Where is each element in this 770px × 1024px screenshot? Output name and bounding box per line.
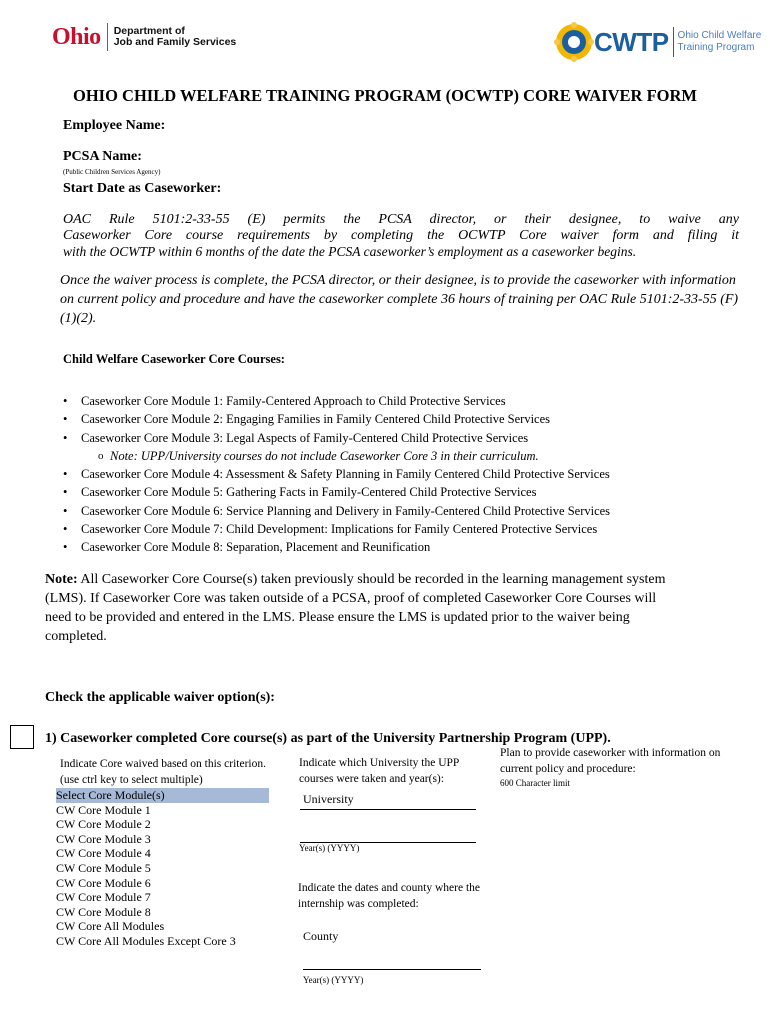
note-label: Note: xyxy=(45,572,78,587)
option1-checkbox[interactable] xyxy=(10,725,34,749)
county-field[interactable] xyxy=(303,929,481,970)
county-value: County xyxy=(303,929,339,943)
start-date-field[interactable] xyxy=(240,179,740,199)
ohio-logo-text: Ohio xyxy=(52,23,101,50)
course-item: • Caseworker Core Module 6: Service Planning and Delivery in Family-Centered Child Protective Services xyxy=(63,503,611,518)
course-item: • Caseworker Core Module 1: Family-Centered Approach to Child Protective Services xyxy=(63,394,506,408)
oac-rule-line3: with the OCWTP within 6 months of the date the PCSA caseworker’s employment as a caseworker begins. xyxy=(63,244,637,259)
listbox-option[interactable]: CW Core Module 3 xyxy=(56,831,151,846)
university-value: University xyxy=(303,792,354,806)
course-item: • Caseworker Core Module 4: Assessment & Safety Planning in Family Centered Child Protective Services xyxy=(63,467,610,482)
listbox-option[interactable]: CW Core Module 2 xyxy=(56,817,151,832)
ohio-jfs-logo xyxy=(52,22,236,52)
start-date-label: Start Date as Caseworker: xyxy=(63,181,222,196)
waiver-options-heading: Check the applicable waiver option(s): xyxy=(45,690,275,705)
core-module-listbox[interactable] xyxy=(56,788,269,949)
listbox-option[interactable]: CW Core Module 7 xyxy=(56,890,151,905)
waiver-process-paragraph: Once the waiver process is complete, the PCSA director, or their designee, is to provide the caseworker with information on current policy and procedure and have the caseworker complete 36 hours of training per OAC Rule 5101:2-33-55 (F)(1)(2). xyxy=(60,273,739,326)
cwtp-subtitle xyxy=(678,30,762,54)
policy-plan-textarea[interactable] xyxy=(498,792,758,992)
cwtp-emblem-icon xyxy=(554,22,594,62)
logo-divider xyxy=(107,23,108,51)
course-item: • Caseworker Core Module 2: Engaging Families in Family Centered Child Protective Services xyxy=(63,412,551,427)
pcsa-name-field[interactable] xyxy=(160,147,740,167)
course-item: • Caseworker Core Module 5: Gathering Facts in Family-Centered Child Protective Services xyxy=(63,485,537,500)
oac-rule-line2: Caseworker Core course requirements by completing the OCWTP Core waiver form and filing it xyxy=(63,228,739,243)
policy-plan-label: Plan to provide caseworker with information on current policy and procedure: xyxy=(500,747,721,775)
course-note: o Note: UPP/University courses do not include Caseworker Core 3 in their curriculum. xyxy=(98,448,539,463)
listbox-option[interactable]: Select Core Module(s) xyxy=(56,788,269,803)
listbox-option[interactable]: CW Core All Modules xyxy=(56,919,165,934)
employee-name-label: Employee Name: xyxy=(63,118,166,133)
listbox-option[interactable]: CW Core Module 5 xyxy=(56,860,151,875)
courses-list xyxy=(63,392,610,557)
lms-note-paragraph xyxy=(45,570,685,646)
course-item: • Caseworker Core Module 7: Child Development: Implications for Family Centered Protective Services xyxy=(63,522,598,537)
character-limit: 600 Character limit xyxy=(500,778,570,788)
year-label: Year(s) (YYYY) xyxy=(299,843,360,853)
listbox-option[interactable]: CW Core Module 4 xyxy=(56,846,151,861)
university-label: Indicate which University the UPP courses were taken and year(s): xyxy=(299,757,459,785)
listbox-option[interactable]: CW Core Module 1 xyxy=(56,802,151,817)
cwtp-logo-text: CWTP xyxy=(594,26,669,57)
university-years-field[interactable] xyxy=(300,826,476,843)
cwtp-sub-line1: Ohio Child Welfare xyxy=(677,30,762,41)
cwtp-divider xyxy=(673,27,674,57)
core-waived-label: Indicate Core waived based on this criterion. (use ctrl key to select multiple) xyxy=(60,758,266,786)
pcsa-note: (Public Children Services Agency) xyxy=(63,168,161,176)
listbox-option[interactable]: CW Core All Modules Except Core 3 xyxy=(56,933,236,948)
ohio-dept-name xyxy=(114,26,237,48)
note-text: All Caseworker Core Course(s) taken previously should be recorded in the learning management system (LMS). If Caseworker Core was taken outside of a PCSA, proof of completed Caseworker Core Courses will need to be provided and entered in the LMS. Please ensure the LMS is updated prior to the waiver being completed. xyxy=(45,572,666,644)
cwtp-sub-line2: Training Program xyxy=(677,42,755,53)
courses-heading: Child Welfare Caseworker Core Courses: xyxy=(63,352,285,366)
listbox-option[interactable]: CW Core Module 6 xyxy=(56,875,151,890)
university-field[interactable] xyxy=(300,792,476,810)
pcsa-name-label: PCSA Name: xyxy=(63,149,142,164)
oac-rule-line1: OAC Rule 5101:2-33-55 (E) permits the PCSA director, or their designee, to waive any xyxy=(63,212,739,227)
course-item: • Caseworker Core Module 8: Separation, Placement and Reunification xyxy=(63,540,431,555)
internship-label: Indicate the dates and county where the internship was completed: xyxy=(298,882,481,910)
listbox-option[interactable]: CW Core Module 8 xyxy=(56,904,151,919)
option1-label: 1) Caseworker completed Core course(s) as part of the University Partnership Program (UPP). xyxy=(45,731,611,746)
course-item: • Caseworker Core Module 3: Legal Aspects of Family-Centered Child Protective Services xyxy=(63,430,529,445)
ohio-dept-line2: Job and Family Services xyxy=(113,36,237,48)
year-label-2: Year(s) (YYYY) xyxy=(303,975,364,985)
cwtp-logo xyxy=(554,22,761,62)
ohio-dept-line1: Department of xyxy=(113,25,185,37)
form-title: OHIO CHILD WELFARE TRAINING PROGRAM (OCWTP) CORE WAIVER FORM xyxy=(73,86,697,105)
employee-name-field[interactable] xyxy=(180,116,740,136)
